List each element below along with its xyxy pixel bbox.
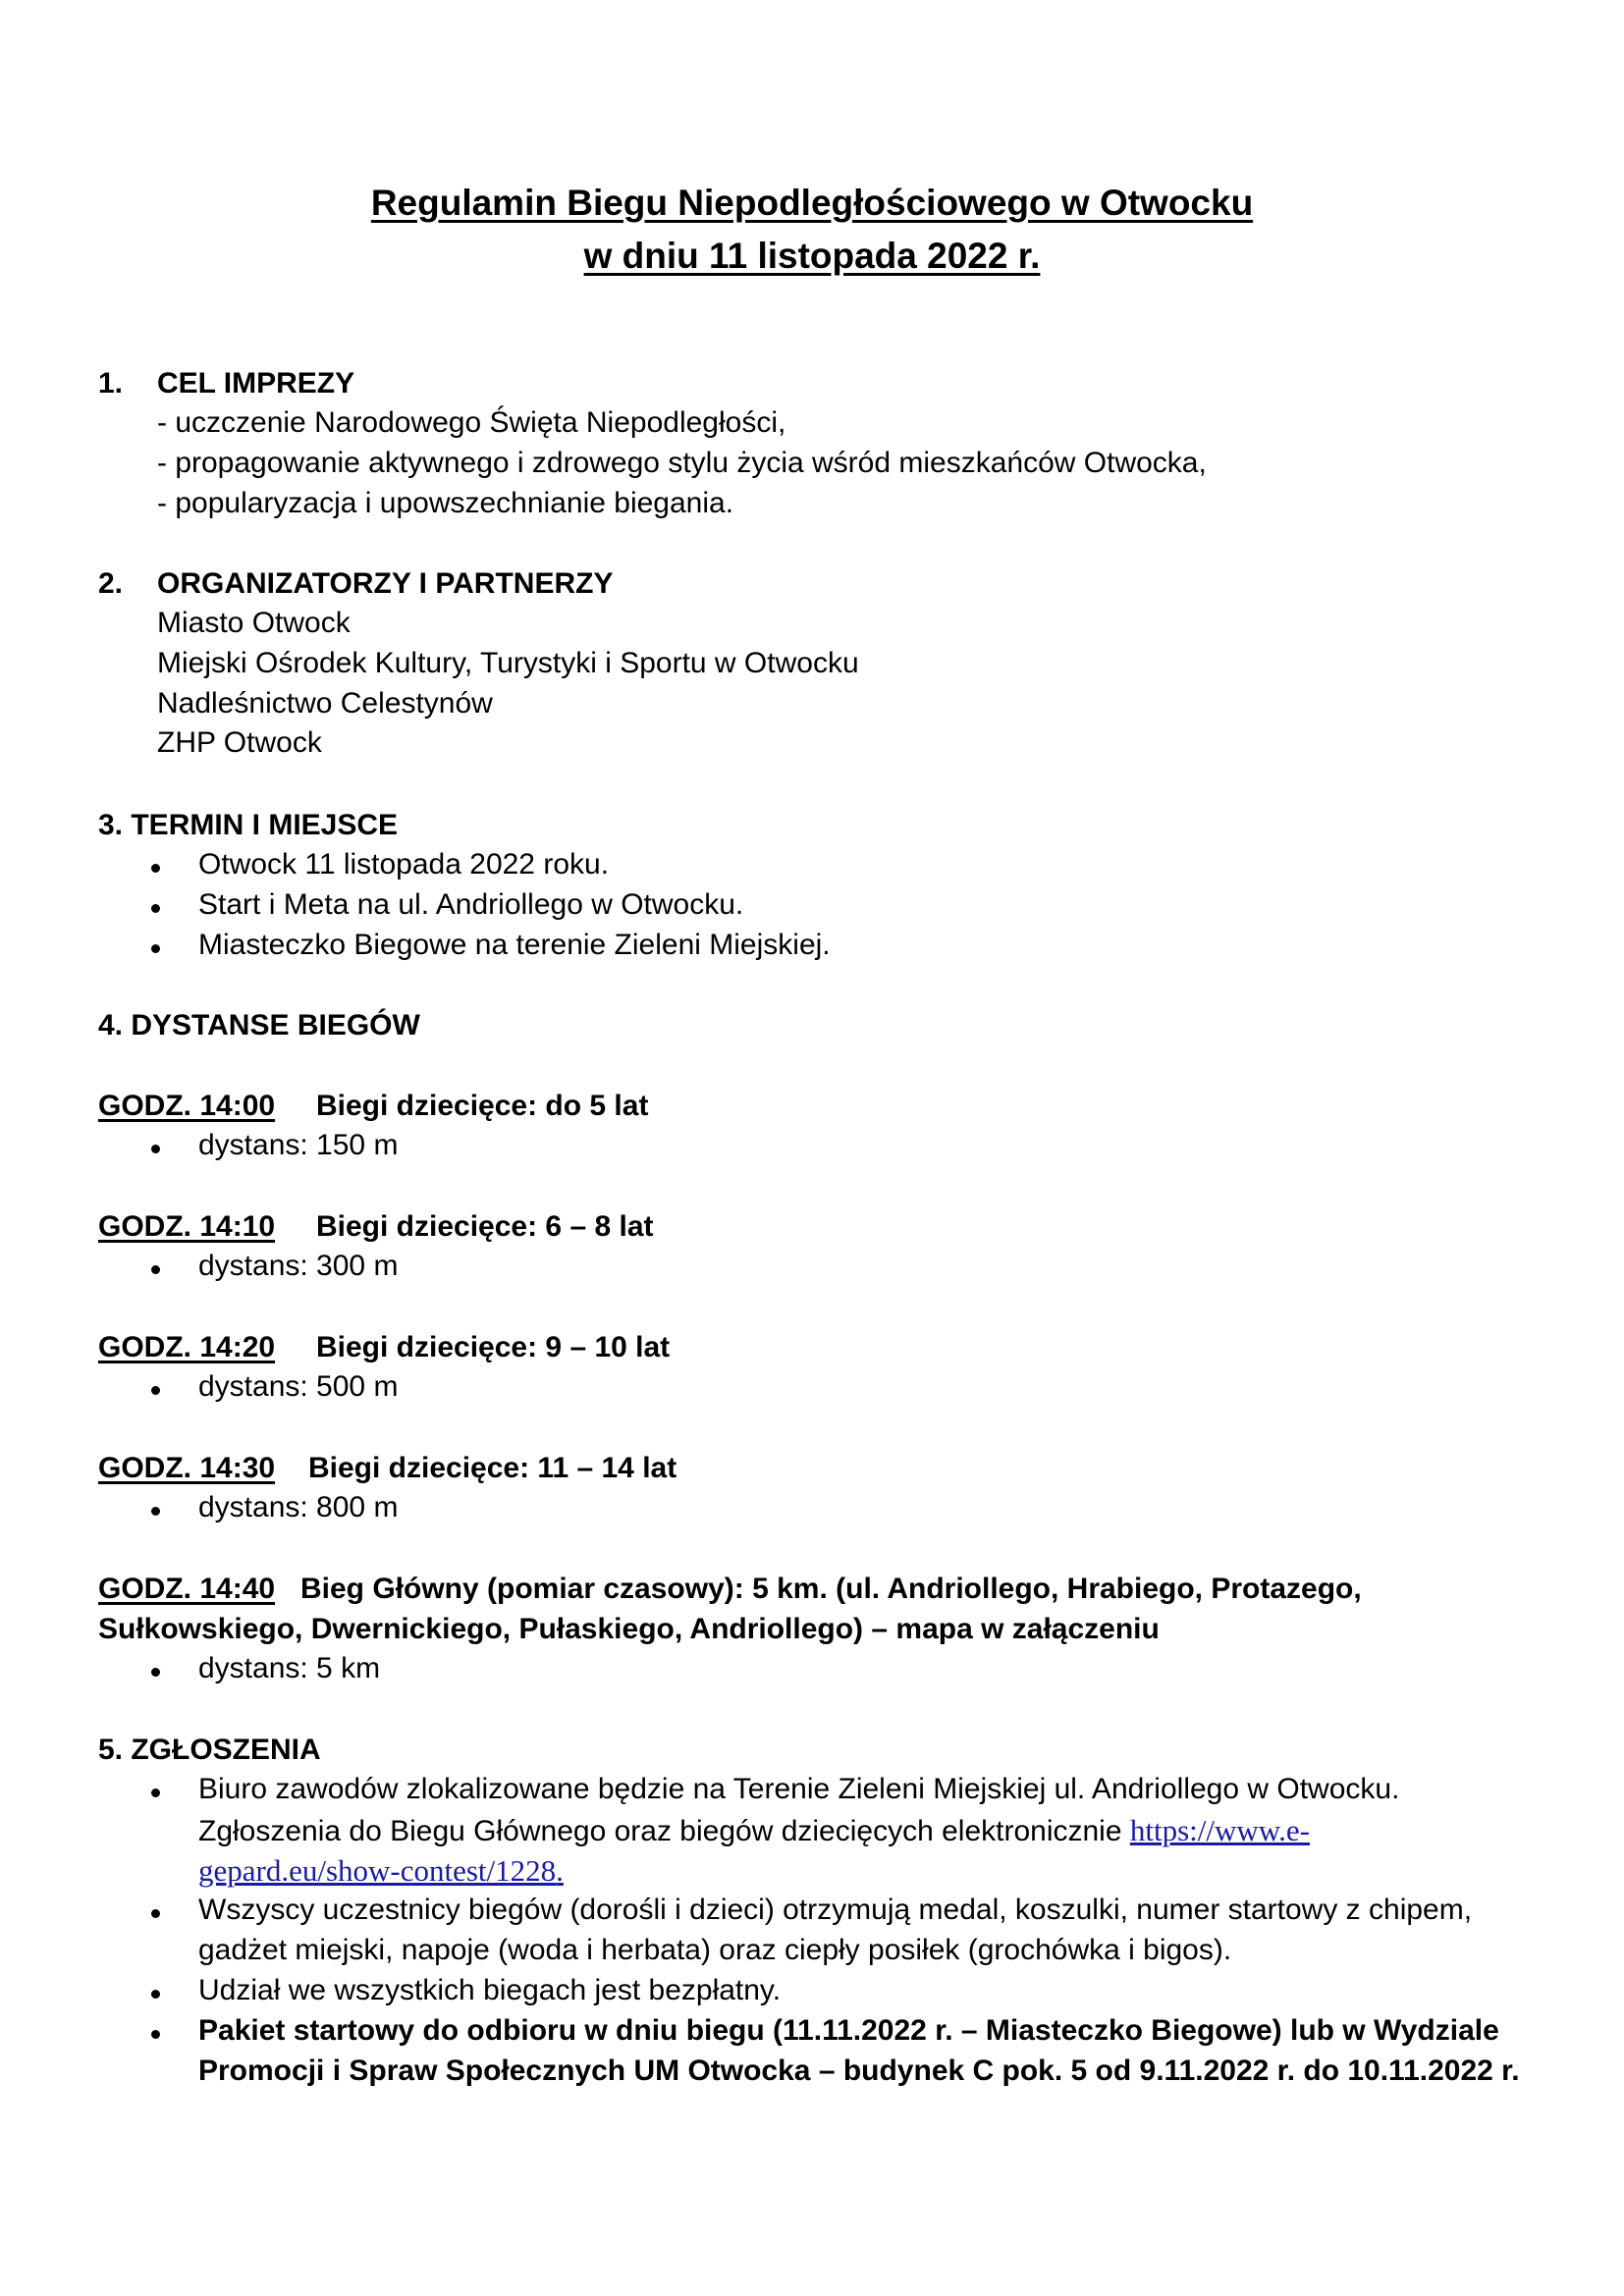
bullet-icon [151, 1909, 160, 1918]
free-participation-text: Udział we wszystkich biegach jest bezpłatny. [198, 1974, 782, 2006]
bullet-icon [151, 904, 160, 913]
bullet-icon [151, 2030, 160, 2039]
main-run-time: GODZ. 14:40 [98, 1573, 276, 1605]
bullet-icon [151, 1145, 160, 1153]
section-3-heading: 3. TERMIN I MIEJSCE [98, 809, 399, 841]
registration-text-label: Zgłoszenia do Biegu Głównego oraz biegów dziecięcych elektronicznie [198, 1815, 1130, 1847]
run-time: GODZ. 14:10 [98, 1210, 276, 1243]
participant-benefits-text: gadżet miejski, napoje (woda i herbata) oraz ciepły posiłek (grochówka i bigos). [198, 1934, 1232, 1966]
run-time: GODZ. 14:30 [98, 1452, 276, 1484]
document-title-line-2: w dniu 11 listopada 2022 r. [583, 236, 1041, 276]
run-distance: dystans: 500 m [198, 1370, 399, 1403]
bullet-icon [151, 1265, 160, 1274]
bullet-icon [151, 1668, 160, 1677]
bullet-icon [151, 1507, 160, 1516]
section-1-heading: CEL IMPREZY [157, 367, 355, 400]
section-2-heading: ORGANIZATORZY I PARTNERZY [157, 567, 614, 600]
starter-pack-text: Promocji i Spraw Społecznych UM Otwocka – budynek C pok. 5 od 9.11.2022 r. do 10.11.2022 r. [198, 2055, 1520, 2087]
organizer-item: ZHP Otwock [157, 726, 322, 759]
section-1-number: 1. [98, 367, 124, 400]
run-distance: dystans: 800 m [198, 1491, 399, 1523]
run-distance: dystans: 150 m [198, 1129, 399, 1161]
document-title-line-1: Regulamin Biegu Niepodległościowego w Otwocku [370, 183, 1254, 223]
run-name: Biegi dziecięce: 11 – 14 lat [308, 1452, 677, 1484]
registration-link-continuation[interactable]: gepard.eu/show-contest/1228 [198, 1853, 557, 1888]
main-run-name: Bieg Główny (pomiar czasowy): 5 km. (ul. Andriollego, Hrabiego, Protazego, [300, 1573, 1362, 1605]
run-name: Biegi dziecięce: 9 – 10 lat [316, 1331, 671, 1363]
bullet-item: Miasteczko Biegowe na terenie Zieleni Miejskiej. [198, 929, 831, 961]
main-run-route: Sułkowskiego, Dwernickiego, Pułaskiego, Andriollego) – mapa w załączeniu [98, 1613, 1160, 1645]
section-2-number: 2. [98, 567, 124, 600]
run-name: Biegi dziecięce: 6 – 8 lat [316, 1210, 654, 1243]
section-1-line: - popularyzacja i upowszechnianie biegania. [157, 487, 734, 519]
starter-pack-text: Pakiet startowy do odbioru w dniu biegu (11.11.2022 r. – Miasteczko Biegowe) lub w Wydziale [198, 2014, 1499, 2047]
registration-text [198, 1815, 1310, 1846]
run-time: GODZ. 14:20 [98, 1331, 276, 1363]
bullet-icon [151, 1990, 160, 1999]
section-4-heading: 4. DYSTANSE BIEGÓW [98, 1009, 420, 1041]
section-1-line: - uczczenie Narodowego Święta Niepodległości, [157, 406, 786, 439]
bullet-icon [151, 944, 160, 953]
section-1-line: - propagowanie aktywnego i zdrowego stylu życia wśród mieszkańców Otwocka, [157, 447, 1207, 479]
bullet-item: Start i Meta na ul. Andriollego w Otwocku. [198, 888, 744, 921]
registration-link[interactable]: https://www.e- [1129, 1813, 1310, 1847]
run-name: Biegi dziecięce: do 5 lat [316, 1090, 649, 1122]
organizer-item: Miasto Otwock [157, 607, 351, 639]
registration-office-text: Biuro zawodów zlokalizowane będzie na Terenie Zieleni Miejskiej ul. Andriollego w Otwocku. [198, 1773, 1400, 1805]
registration-link-period: . [556, 1853, 564, 1888]
bullet-icon [151, 1386, 160, 1395]
participant-benefits-text: Wszyscy uczestnicy biegów (dorośli i dzieci) otrzymują medal, koszulki, numer startowy z chipem, [198, 1894, 1473, 1926]
bullet-icon [151, 1789, 160, 1797]
section-5-heading: 5. ZGŁOSZENIA [98, 1734, 321, 1766]
organizer-item: Miejski Ośrodek Kultury, Turystyki i Sportu w Otwocku [157, 647, 859, 679]
run-time: GODZ. 14:00 [98, 1090, 276, 1122]
main-run-distance: dystans: 5 km [198, 1652, 381, 1684]
registration-link-continued [198, 1855, 564, 1887]
run-distance: dystans: 300 m [198, 1250, 399, 1282]
organizer-item: Nadleśnictwo Celestynów [157, 687, 493, 720]
bullet-icon [151, 864, 160, 873]
bullet-item: Otwock 11 listopada 2022 roku. [198, 848, 610, 881]
